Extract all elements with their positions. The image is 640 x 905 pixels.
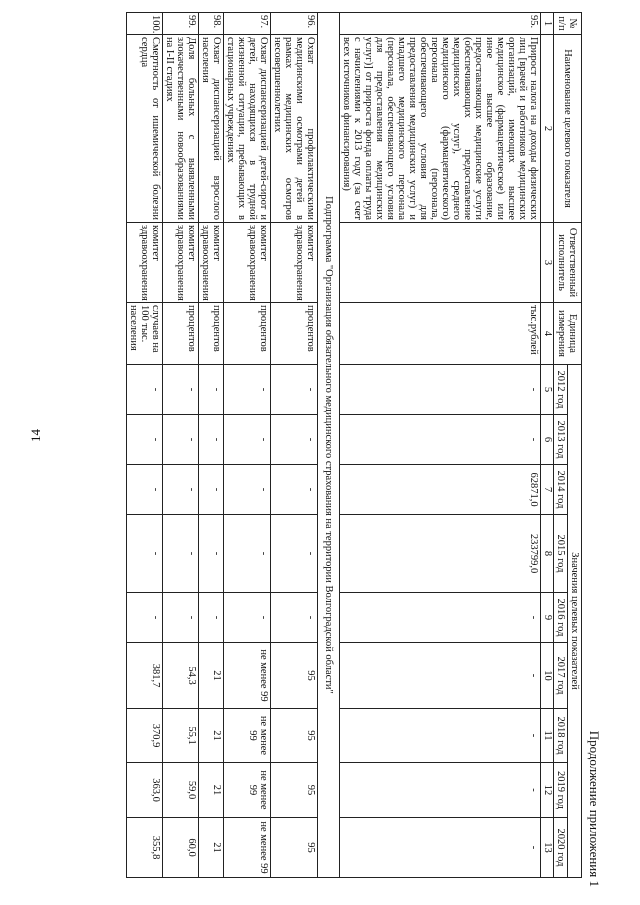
- header-name: Наименование целевого показателя: [554, 35, 582, 223]
- column-index: 13: [541, 818, 554, 878]
- column-index: 7: [541, 465, 554, 515]
- row-unit: процентов: [163, 303, 199, 365]
- column-index: 3: [541, 223, 554, 303]
- targets-table: [126, 12, 582, 878]
- row-num: 98.: [199, 13, 224, 35]
- row-value: 59,0: [163, 763, 199, 818]
- row-value: -: [224, 515, 271, 593]
- header-year: 2014 год: [554, 465, 568, 515]
- row-name: Охват диспансеризацией взрослого населения: [199, 35, 224, 223]
- row-num: 97.: [224, 13, 271, 35]
- column-index: 5: [541, 365, 554, 415]
- row-value: 21: [199, 818, 224, 878]
- row-value: 355,8: [127, 818, 163, 878]
- row-value: 95: [271, 818, 318, 878]
- row-unit: процентов: [224, 303, 271, 365]
- column-index: 4: [541, 303, 554, 365]
- row-value: -: [340, 643, 541, 709]
- table-row: [271, 13, 318, 878]
- row-value: 95: [271, 643, 318, 709]
- row-unit: процентов: [271, 303, 318, 365]
- row-exec: [340, 223, 541, 303]
- column-index: 9: [541, 593, 554, 643]
- row-value: не менее 99: [224, 643, 271, 709]
- row-value: 54,3: [163, 643, 199, 709]
- header-values-group: Значения целевых показателей: [568, 365, 582, 878]
- header-year: 2017 год: [554, 643, 568, 709]
- row-num: 95.: [340, 13, 541, 35]
- row-value: 60,0: [163, 818, 199, 878]
- row-value: -: [271, 465, 318, 515]
- row-value: -: [199, 415, 224, 465]
- row-num: 100.: [127, 13, 163, 35]
- column-index: 10: [541, 643, 554, 709]
- subprogram-title: Подпрограмма "Организация обязательного медицинского страхования на территории Волгоградской области": [318, 13, 340, 878]
- row-value: -: [224, 415, 271, 465]
- row-value: 95: [271, 709, 318, 763]
- row-value: не менее 99: [224, 709, 271, 763]
- row-value: -: [340, 593, 541, 643]
- row-value: -: [340, 415, 541, 465]
- header-year: 2019 год: [554, 763, 568, 818]
- row-value: -: [199, 593, 224, 643]
- row-value: -: [340, 709, 541, 763]
- header-year: 2013 год: [554, 415, 568, 465]
- row-value: не менее 99: [224, 763, 271, 818]
- row-exec: комитет здравоохранения: [163, 223, 199, 303]
- row-value: -: [199, 465, 224, 515]
- row-value: 21: [199, 709, 224, 763]
- page-caption: Продолжение приложения 1: [587, 730, 602, 887]
- column-index: 12: [541, 763, 554, 818]
- row-value: -: [224, 465, 271, 515]
- column-index: 2: [541, 35, 554, 223]
- row-value: -: [199, 365, 224, 415]
- row-value: -: [340, 365, 541, 415]
- row-value: -: [271, 415, 318, 465]
- row-value: 370,9: [127, 709, 163, 763]
- column-index: 6: [541, 415, 554, 465]
- row-value: -: [163, 415, 199, 465]
- row-value: -: [340, 763, 541, 818]
- row-unit: случаев на 100 тыс. населения: [127, 303, 163, 365]
- table-row: [127, 13, 163, 878]
- column-index-row: [541, 13, 554, 878]
- row-value: -: [127, 365, 163, 415]
- table-row: [199, 13, 224, 878]
- row-name: Доля больных с выявленными злокачественными новообразованиями на I-II стадиях: [163, 35, 199, 223]
- row-name: Смертность от ишемической болезни сердца: [127, 35, 163, 223]
- row-value: -: [127, 415, 163, 465]
- rotated-document: [2, 12, 602, 897]
- row-exec: комитет здравоохранения: [271, 223, 318, 303]
- row-value: 381,7: [127, 643, 163, 709]
- row-num: 96.: [271, 13, 318, 35]
- row-exec: комитет здравоохранения: [127, 223, 163, 303]
- row-value: -: [271, 593, 318, 643]
- row-value: 21: [199, 643, 224, 709]
- row-value: -: [271, 365, 318, 415]
- row-name: Охват профилактическими медицинскими осмотрами детей в рамках медицинских осмотров несовершеннолетних: [271, 35, 318, 223]
- header-year: 2015 год: [554, 515, 568, 593]
- header-row-top: [568, 13, 582, 878]
- header-year: 2018 год: [554, 709, 568, 763]
- row-exec: комитет здравоохранения: [224, 223, 271, 303]
- row-value: -: [127, 593, 163, 643]
- row-name: Прирост налога на доходы физических лиц [врачей и работников медицинских организаций, имеющих высшее медицинское (фармацевтическое) или иное высшее образование, предоставляющих медицинские услуги (обеспечивающих предоставление медицинских услуг), среднего медицинского (фармацевтического) персонала (персонала, обеспечивающего условия для предоставления медицинских услуг) и младшего медицинского персонала (персонала, обеспечивающего условия для предоставления медицинских услуг)] от прироста фонда оплаты труда с начислениями к 2013 году (за счет всех источников финансирования): [340, 35, 541, 223]
- row-value: 95: [271, 763, 318, 818]
- header-exec: Ответственный исполнитель: [554, 223, 582, 303]
- row-exec: комитет здравоохранения: [199, 223, 224, 303]
- header-year: 2016 год: [554, 593, 568, 643]
- column-index: 8: [541, 515, 554, 593]
- column-index: 1: [541, 13, 554, 35]
- table-row: [224, 13, 271, 878]
- row-value: -: [224, 593, 271, 643]
- header-unit: Единица измерения: [554, 303, 582, 365]
- row-value: 62871,0: [340, 465, 541, 515]
- header-num: № п/п: [554, 13, 582, 35]
- row-num: 99.: [163, 13, 199, 35]
- row-value: 233799,0: [340, 515, 541, 593]
- row-value: -: [127, 465, 163, 515]
- table-row: [163, 13, 199, 878]
- header-year: 2020 год: [554, 818, 568, 878]
- column-index: 11: [541, 709, 554, 763]
- row-value: 21: [199, 763, 224, 818]
- subprogram-row: [318, 13, 340, 878]
- header-year: 2012 год: [554, 365, 568, 415]
- row-value: 363,0: [127, 763, 163, 818]
- row-value: -: [163, 515, 199, 593]
- row-value: -: [127, 515, 163, 593]
- row-value: -: [199, 515, 224, 593]
- row-name: Охват диспансеризацией детей-сирот и детей, находящихся в трудной жизненной ситуации, пребывающих в стационарных учреждениях: [224, 35, 271, 223]
- table-row: [340, 13, 541, 878]
- row-value: не менее 99: [224, 818, 271, 878]
- row-value: -: [271, 515, 318, 593]
- row-value: -: [163, 465, 199, 515]
- row-value: -: [224, 365, 271, 415]
- row-value: -: [340, 818, 541, 878]
- row-value: -: [163, 365, 199, 415]
- row-value: 55,1: [163, 709, 199, 763]
- page-number: 14: [28, 429, 43, 442]
- row-unit: тыс.рублей: [340, 303, 541, 365]
- row-unit: процентов: [199, 303, 224, 365]
- row-value: -: [163, 593, 199, 643]
